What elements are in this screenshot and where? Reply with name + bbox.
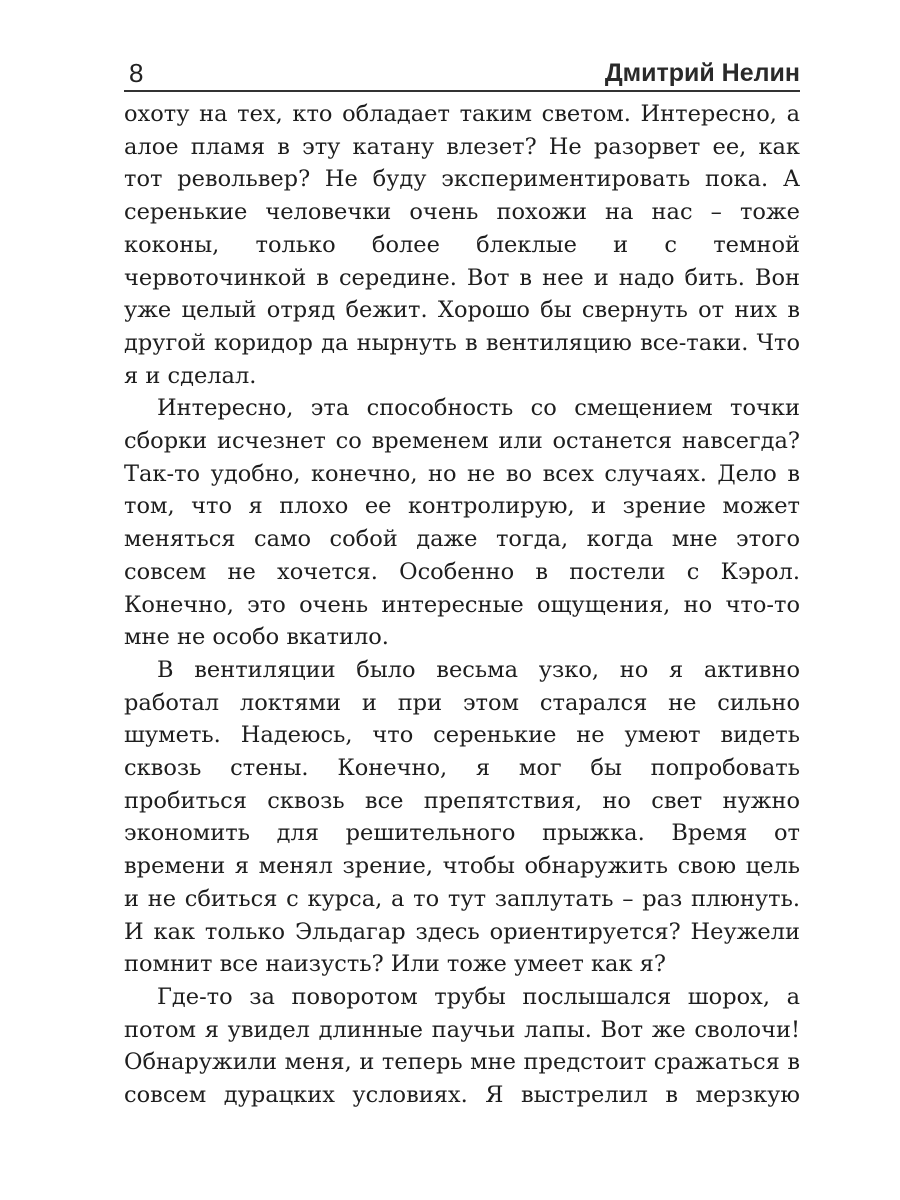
body-text bbox=[124, 98, 800, 1112]
paragraph-3: В вентиляции было весьма узко, но я активно работал локтями и при этом старался не сильно шуметь. Надеюсь, что серенькие не умеют видеть сквозь стены. Конечно, я мог бы попробовать пробиться сквозь все препятствия, но свет нужно экономить для решительного прыжка. Время от времени я менял зрение, чтобы обнаружить свою цель и не сбиться с курса, а то тут заплутать – раз плюнуть. И как только Эльдагар здесь ориентируется? Неужели помнит все наизусть? Или тоже умеет как я? bbox=[124, 656, 800, 978]
running-header bbox=[124, 56, 800, 92]
paragraph-2: Интересно, эта способность со смещением точки сборки исчезнет со временем или останется навсегда? Так-то удобно, конечно, но не во всех случаях. Дело в том, что я плохо ее контролирую, и зрение может меняться само собой даже тогда, когда мне этого совсем не хочется. Особенно в постели с Кэрол. Конечно, это очень интересные ощущения, но что-то мне не особо вкатило. bbox=[124, 395, 800, 651]
page-number: 8 bbox=[129, 58, 144, 88]
paragraph-1: охоту на тех, кто обладает таким светом. Интересно, а алое пламя в эту катану влезет? Не разорвет ее, как тот револьвер? Не буду экспериментировать пока. А серенькие человечки очень похожи на нас – тоже коконы, только более блеклые и с темной червоточинкой в середине. Вот в нее и надо бить. Вон уже целый отряд бежит. Хорошо бы свернуть от них в другой коридор да нырнуть в вентиляцию все-таки. Что я и сделал. bbox=[124, 101, 800, 389]
author-name: Дмитрий Нелин bbox=[604, 59, 800, 87]
paragraph-4: Где-то за поворотом трубы послышался шорох, а потом я увидел длинные паучьи лапы. Вот же сволочи! Обнаружили меня, и теперь мне предстоит сражаться в совсем дурацких условиях. Я выстрелил в мерзкую bbox=[124, 983, 800, 1109]
